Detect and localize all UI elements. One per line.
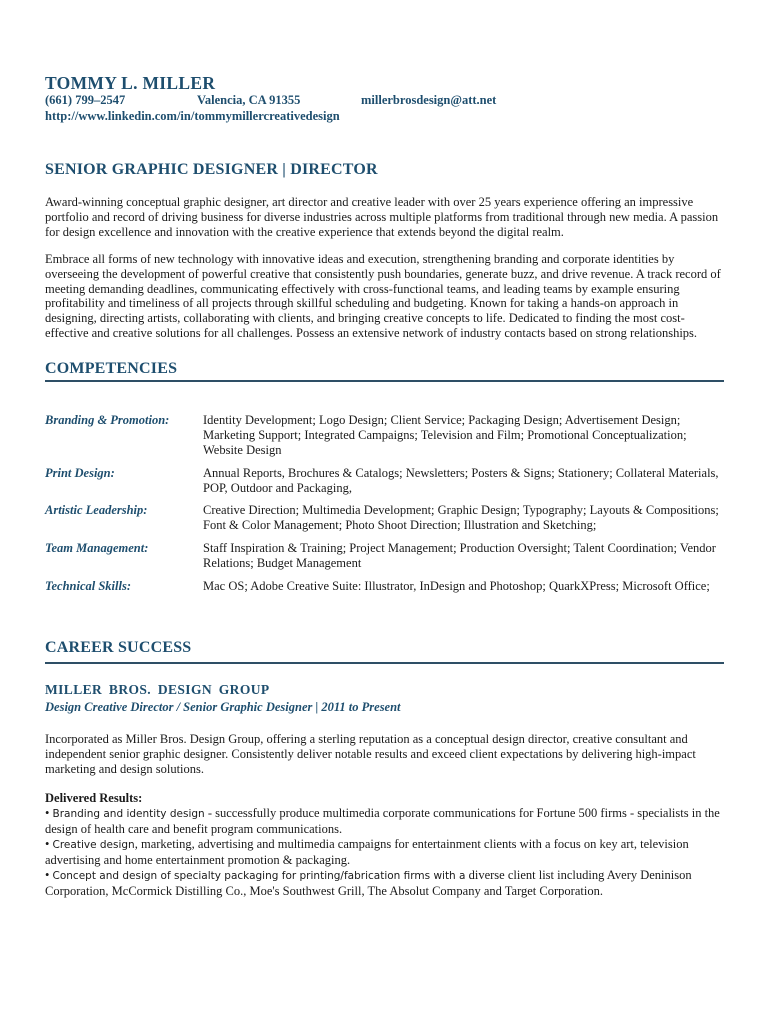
list-item: • Branding and identity design - successfully produce multimedia corporate communications for Fortune 500 firms - specialists in the design of health care and benefit program communications. [45, 806, 720, 836]
bullet-lead: Creative design [52, 839, 135, 851]
competencies-heading: COMPETENCIES [45, 360, 178, 377]
section-divider [45, 662, 724, 664]
career-heading: CAREER SUCCESS [45, 639, 192, 656]
company-name: MILLER BROS. DESIGN GROUP [45, 682, 270, 697]
competency-label: Artistic Leadership: [45, 503, 148, 517]
phone-number: (661) 799–2547 [45, 93, 126, 107]
list-item: • Creative design, marketing, advertising and multimedia campaigns for entertainment clients with a focus on key art, television advertising and home entertainment promotion & packaging. [45, 837, 689, 867]
section-divider [45, 380, 724, 382]
competency-value: Mac OS; Adobe Creative Suite: Illustrator, InDesign and Photoshop; QuarkXPress; Microsoft Office; [203, 579, 710, 593]
list-item: • Concept and design of specialty packaging for printing/fabrication firms with a diverse client list including Avery Deninison Corporation, McCormick Distilling Co., Moe's Southwest Grill, The Absolut Company and Target Corporation. [45, 868, 692, 898]
location: Valencia, CA 91355 [197, 93, 301, 107]
company-description: Incorporated as Miller Bros. Design Group, offering a sterling reputation as a conceptual design director, creative consultant and independent senior graphic designer. Consistently deliver notable results and exceed client expectations by delivering high-impact marketing and design solutions. [45, 732, 696, 776]
results-list [45, 806, 725, 899]
bullet-text: diverse client list including Avery Deninison Corporation, McCormick Distilling Co., Moe's Southwest Grill, The Absolut Company and Target Corporation. [45, 868, 692, 898]
bullet-lead: Branding and identity design [52, 808, 205, 820]
competency-label: Print Design: [45, 466, 115, 480]
bullet-text: , marketing, advertising and multimedia campaigns for entertainment clients with a focus on key art, television advertising and home entertainment promotion & packaging. [45, 837, 689, 867]
competency-label: Technical Skills: [45, 579, 132, 593]
competency-label: Branding & Promotion: [45, 413, 170, 427]
email-address[interactable]: millerbrosdesign@att.net [361, 93, 497, 107]
bullet-lead: Concept and design of specialty packaging for printing/fabrication firms with a [52, 870, 466, 882]
bullet-text: - successfully produce multimedia corporate communications for Fortune 500 firms - specialists in the design of health care and benefit program communications. [45, 806, 720, 836]
results-heading: Delivered Results: [45, 791, 143, 805]
competency-value: Identity Development; Logo Design; Client Service; Packaging Design; Advertisement Design; Marketing Support; Integrated Campaigns; Television and Film; Promotional Conceptualization; Website Design [203, 413, 687, 457]
summary-paragraph-2: Embrace all forms of new technology with innovative ideas and execution, strengthening branding and corporate identities by overseeing the development of powerful creative that consistently push boundaries, generate buzz, and drive revenue. A track record of meeting demanding deadlines, communicating effectively with cross-functional teams, and leading teams by example ensuring profitability and timeliness of all projects through skillful scheduling and budgeting. Known for taking a hands-on approach in designing, directing artists, collaborating with clients, and bringing creative concepts to life. Dedicated to finding the most cost-effective and creative solutions for all challenges. Possess an extensive network of industry contacts based on strong relationships. [45, 252, 721, 340]
competency-value: Annual Reports, Brochures & Catalogs; Newsletters; Posters & Signs; Stationery; Collateral Materials, POP, Outdoor and Packaging, [203, 466, 719, 495]
linkedin-link[interactable]: http://www.linkedin.com/in/tommymillercreativedesign [45, 109, 340, 123]
competency-label: Team Management: [45, 541, 149, 555]
job-title: Design Creative Director / Senior Graphic Designer | 2011 to Present [45, 700, 401, 714]
summary-paragraph-1: Award-winning conceptual graphic designer, art director and creative leader with over 25 years experience offering an impressive portfolio and record of driving business for diverse industries across multiple platforms from traditional through new media. A passion for design excellence and innovation with the creative experience that extends beyond the digital realm. [45, 195, 719, 239]
candidate-name: TOMMY L. MILLER [45, 73, 216, 93]
professional-headline: SENIOR GRAPHIC DESIGNER | DIRECTOR [45, 161, 378, 178]
competency-value: Staff Inspiration & Training; Project Management; Production Oversight; Talent Coordination; Vendor Relations; Budget Management [203, 541, 716, 570]
competency-value: Creative Direction; Multimedia Development; Graphic Design; Typography; Layouts & Compositions; Font & Color Management; Photo Shoot Direction; Illustration and Sketching; [203, 503, 719, 532]
